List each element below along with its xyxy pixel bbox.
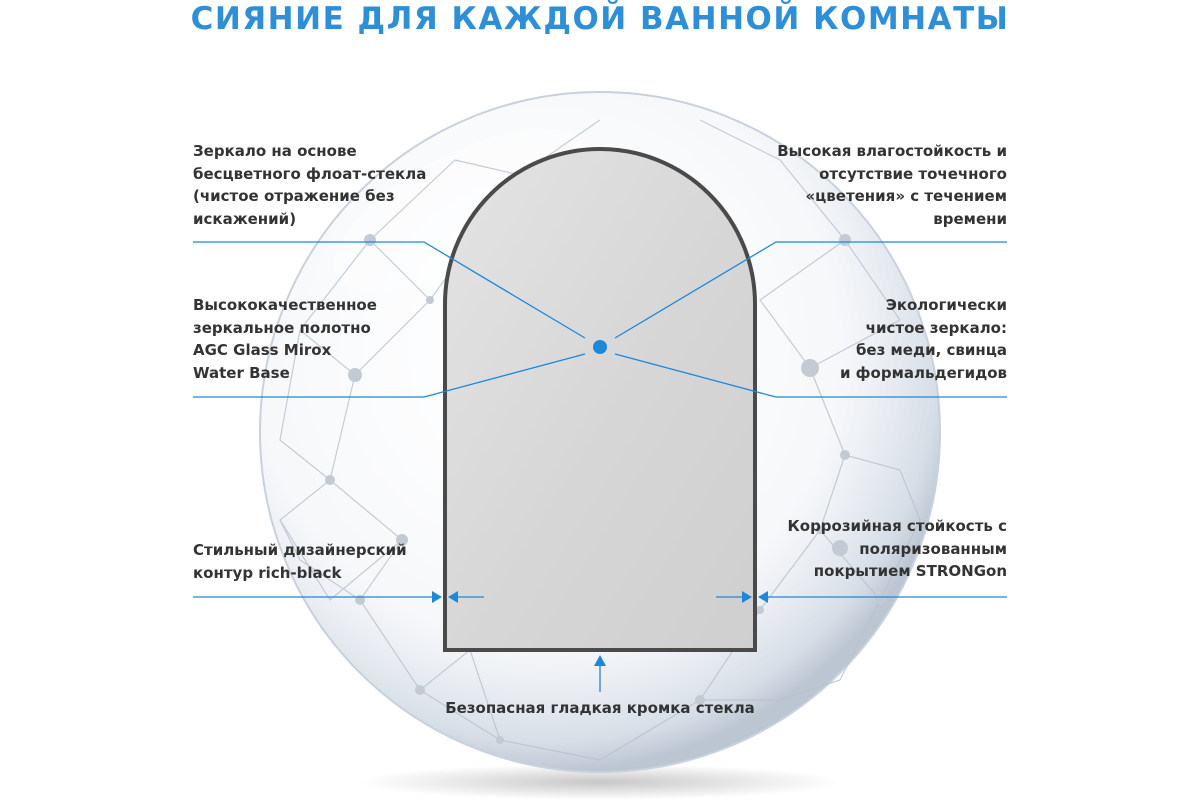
arched-mirror (445, 149, 755, 650)
callout-agc-glass: Высококачественное зеркальное полотно AGC Glass Mirox Water Base (193, 296, 377, 382)
callout-eco: Экологически чистое зеркало: без меди, свинца и формальдегидов (839, 296, 1007, 382)
callout-moisture: Высокая влагостойкость и отсутствие точечного «цветения» с течением времени (777, 142, 1007, 228)
callout-edge: Безопасная гладкая кромка стекла (445, 699, 755, 717)
page-title: СИЯНИЕ ДЛЯ КАЖДОЙ ВАННОЙ КОМНАТЫ (190, 1, 1010, 37)
callout-rich-black: Стильный дизайнерский контур rich-black (193, 541, 407, 582)
dot-icon (593, 340, 607, 354)
callout-float-glass: Зеркало на основе бесцветного флоат-стекла (чистое отражение без искажений) (193, 142, 427, 228)
callout-corrosion: Коррозийная стойкость с поляризованным покрытием STRONGon (787, 517, 1007, 580)
